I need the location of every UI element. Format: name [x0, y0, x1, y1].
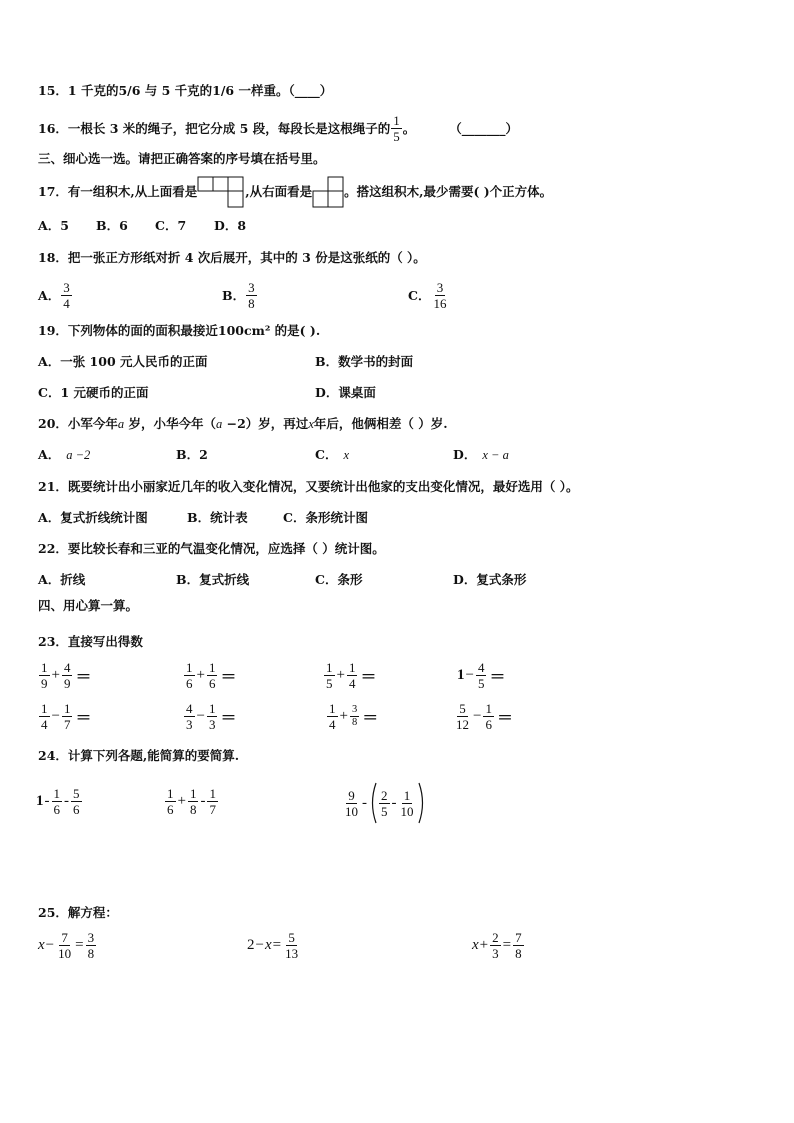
fraction: $\frac{1}{7}$ [209, 786, 216, 817]
top-view-icon [197, 176, 245, 208]
q17-option-c[interactable]: C．7 [155, 218, 187, 233]
fraction: $\frac{4}{3}$ [186, 701, 193, 732]
q19-option-d[interactable]: D．课桌面 [315, 385, 376, 400]
expression: $\frac{1}{9}$ + $\frac{4}{9}$ ＝ [41, 660, 92, 691]
question-text: 把一张正方形纸对折 4 次后展开，其中的 3 份是这张纸的（ ）。 [67, 250, 426, 265]
question-number: 23． [38, 634, 68, 649]
fraction: $\frac{4}{5}$ [477, 660, 485, 691]
fraction: $\frac{1}{4}$ [41, 701, 48, 732]
question-text: 一根长 3 米的绳子，把它分成 5 段，每段长是这根绳子的 [67, 120, 391, 136]
fraction: $\frac{3}{8}$ [87, 930, 95, 961]
question-23 [38, 634, 143, 650]
question-text: 直接写出得数 [67, 634, 143, 649]
answer-blank[interactable]: （_______） [449, 120, 518, 136]
q19-option-c[interactable]: C．1 元硬币的正面 [38, 385, 149, 400]
fraction: $\frac{1}{4}$ [329, 701, 336, 732]
question-text: 。搭这组积木,最少需要( )个正方体。 [344, 184, 553, 199]
fraction: $\frac{1}{7}$ [63, 701, 71, 732]
fraction: $\frac{1}{6}$ [53, 786, 60, 817]
fraction: $\frac{7}{10}$ [58, 930, 72, 961]
fraction: $\frac{2}{5}$ [381, 787, 388, 819]
question-text: 1 千克的5/6 与 5 千克的1/6 一样重。（ [67, 83, 295, 98]
fraction: $\frac{3}{8}$ [351, 704, 358, 728]
question-text: 既要统计出小丽家近几年的收入变化情况，又要统计出他家的支出变化情况，最好选用（ ）。 [67, 479, 579, 494]
period: 。 [402, 120, 416, 136]
question-15 [38, 83, 332, 99]
question-text: ,从右面看是 [245, 184, 313, 199]
q18-option-a[interactable]: A． $\frac{3}{4}$ [38, 280, 70, 311]
expression: $\frac{9}{10}$ - $\frac{2}{5}$ - $\frac{1}{10}$ [342, 782, 427, 824]
question-17 [38, 176, 552, 208]
expression: $\frac{5}{12}$ − $\frac{1}{6}$ ＝ [456, 701, 513, 732]
question-number: 15． [38, 83, 68, 98]
question-number: 20． [38, 416, 68, 431]
expression: $\frac{1}{4}$ + $\frac{3}{8}$ ＝ [329, 701, 379, 732]
question-text: 有一组积木,从上面看是 [67, 184, 198, 199]
question-16 [38, 113, 518, 144]
expression: 1 - $\frac{1}{6}$ - $\frac{5}{6}$ [36, 786, 80, 817]
q22-option-a[interactable]: A．折线 [38, 572, 86, 587]
fraction: $\frac{1}{4}$ [348, 660, 356, 691]
expression: $\frac{4}{3}$ − $\frac{1}{3}$ ＝ [186, 701, 237, 732]
equation: x − $\frac{7}{10}$ = $\frac{3}{8}$ [38, 930, 95, 961]
expression: $\frac{1}{6}$ + $\frac{1}{6}$ ＝ [186, 660, 237, 691]
answer-blank[interactable]: ____ [294, 83, 320, 98]
fraction: $\frac{1}{5}$ [393, 113, 400, 144]
paren-close: ） [319, 83, 333, 98]
left-paren-icon [368, 782, 378, 824]
q19-option-b[interactable]: B．数学书的封面 [315, 354, 414, 369]
question-text: 解方程： [67, 905, 118, 920]
question-number: 16． [38, 120, 68, 136]
fraction: $\frac{1}{8}$ [189, 786, 197, 817]
question-text: 计算下列各题,能简算的要简算. [67, 748, 240, 763]
expression: $\frac{1}{4}$ − $\frac{1}{7}$ ＝ [41, 701, 92, 732]
fraction: $\frac{1}{6}$ [208, 660, 216, 691]
question-number: 22． [38, 541, 68, 556]
fraction: $\frac{1}{5}$ [326, 660, 333, 691]
expression: $\frac{1}{6}$ + $\frac{1}{8}$ - $\frac{1}{7}$ [167, 786, 216, 817]
question-text: 要比较长春和三亚的气温变化情况，应选择（ ）统计图。 [67, 541, 385, 556]
question-number: 24． [38, 748, 68, 763]
right-paren-icon [417, 782, 427, 824]
equation: 2 − x = $\frac{5}{13}$ [247, 930, 299, 961]
fraction: $\frac{3}{16}$ [433, 280, 447, 311]
q21-option-b[interactable]: B．统计表 [187, 510, 248, 525]
q20-option-a[interactable]: A． a −2 [38, 447, 91, 462]
expression: 1 − $\frac{4}{5}$ ＝ [457, 660, 506, 691]
q19-option-a[interactable]: A．一张 100 元人民币的正面 [38, 354, 208, 369]
q21-option-c[interactable]: C．条形统计图 [283, 510, 368, 525]
question-number: 19． [38, 323, 68, 338]
q20-option-d[interactable]: D． x − a [453, 447, 509, 462]
equation: x + $\frac{2}{3}$ = $\frac{7}{8}$ [472, 930, 522, 961]
q17-option-d[interactable]: D．8 [214, 218, 247, 233]
question-text: 下列物体的面的面积最接近100cm² 的是( ). [67, 323, 321, 338]
fraction: $\frac{1}{6}$ [485, 701, 492, 732]
fraction: $\frac{1}{6}$ [186, 660, 193, 691]
fraction: $\frac{7}{8}$ [515, 930, 522, 961]
q22-option-d[interactable]: D．复式条形 [453, 572, 527, 587]
fraction: $\frac{2}{3}$ [492, 930, 499, 961]
question-21 [38, 479, 579, 495]
q20-option-b[interactable]: B．2 [176, 447, 208, 462]
q22-option-b[interactable]: B．复式折线 [176, 572, 250, 587]
fraction: $\frac{5}{6}$ [73, 786, 80, 817]
question-number: 17． [38, 184, 68, 199]
fraction: $\frac{9}{10}$ [345, 787, 358, 819]
fraction: $\frac{3}{4}$ [63, 280, 70, 311]
fraction: $\frac{5}{12}$ [456, 701, 469, 732]
question-24 [38, 748, 239, 764]
right-view-icon [312, 176, 344, 208]
q18-option-c[interactable]: C． $\frac{3}{16}$ [408, 280, 447, 311]
q17-option-a[interactable]: A．5 [38, 218, 69, 233]
fraction: $\frac{5}{13}$ [285, 930, 299, 961]
section-4-heading: 四、用心算一算。 [38, 598, 139, 613]
question-number: 18． [38, 250, 68, 265]
question-number: 25． [38, 905, 68, 920]
question-20: 20．小军今年a 岁，小华今年（a −2）岁，再过x年后，他俩相差（ ）岁. [38, 416, 448, 431]
question-18 [38, 250, 426, 266]
q18-option-b[interactable]: B． $\frac{3}{8}$ [222, 280, 255, 311]
section-3-heading: 三、细心选一选。请把正确答案的序号填在括号里。 [38, 151, 326, 166]
question-number: 21． [38, 479, 68, 494]
question-25 [38, 905, 118, 921]
question-22 [38, 541, 385, 557]
q20-option-c[interactable]: C． x [315, 447, 350, 462]
expression: $\frac{1}{5}$ + $\frac{1}{4}$ ＝ [326, 660, 377, 691]
fraction: $\frac{1}{10}$ [400, 787, 414, 819]
fraction: $\frac{4}{9}$ [63, 660, 71, 691]
question-19 [38, 323, 320, 339]
fraction: $\frac{1}{6}$ [167, 786, 174, 817]
q17-option-b[interactable]: B．6 [96, 218, 128, 233]
fraction: $\frac{1}{3}$ [208, 701, 216, 732]
fraction: $\frac{1}{9}$ [41, 660, 48, 691]
fraction: $\frac{3}{8}$ [248, 280, 255, 311]
q21-option-a[interactable]: A．复式折线统计图 [38, 510, 148, 525]
q22-option-c[interactable]: C．条形 [315, 572, 363, 587]
